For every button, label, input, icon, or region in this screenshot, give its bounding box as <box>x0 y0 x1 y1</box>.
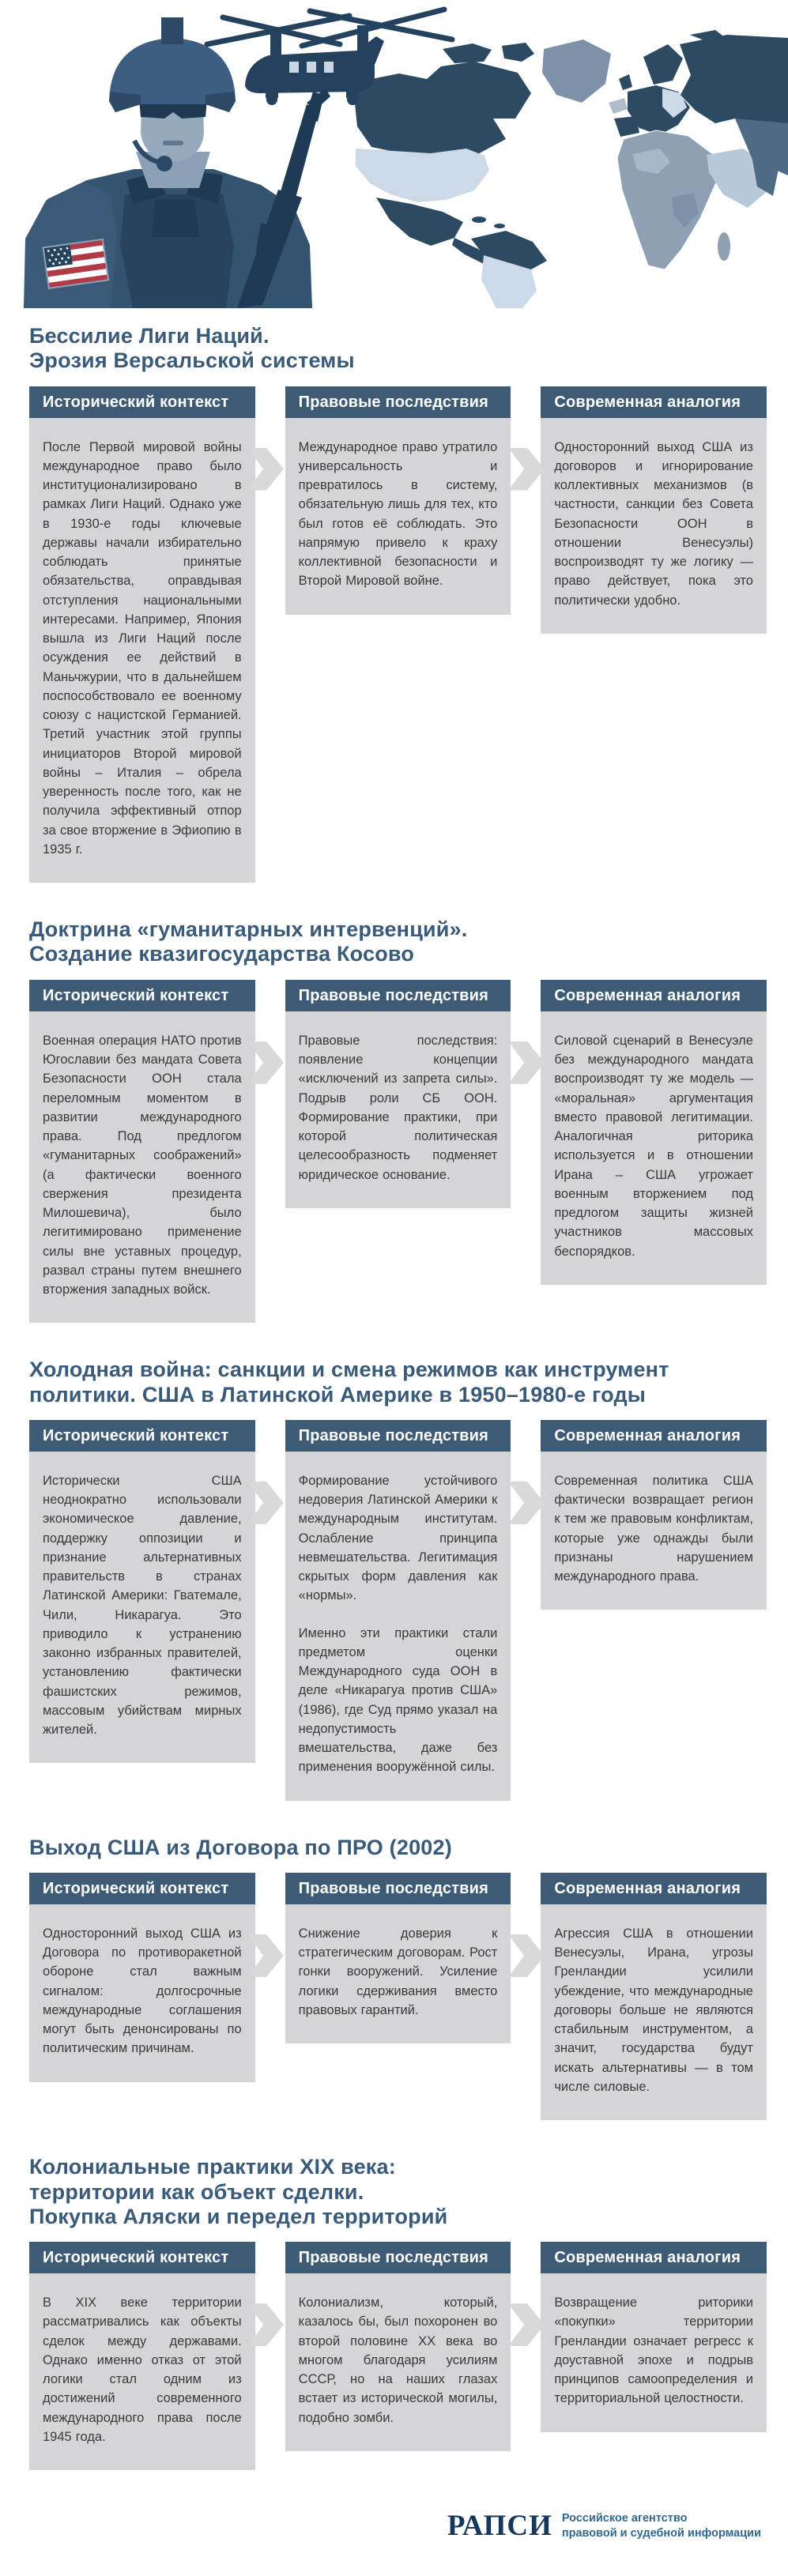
column-modern-analogy <box>541 1873 767 2120</box>
column-paragraph: После Первой мировой войны международное право было институционализировано в рамках Лиги Наций. Однако уже в 1930-е годы ключевые державы начали избирательно соблюдать принятые обязательства, оправдывая отступления национальными интересами. Например, Япония вышла из Лиги Наций после осуждения ее действий в Маньчжурии, что в дальнейшем поспособствовало ее военному союзу с нацистской Германией. Третий участник этой группы инициаторов Второй мировой войны – Италия – обрела уверенность после того, как не получила эффективный отпор за свое вторжение в Эфиопию в 1935 г. <box>43 439 242 857</box>
column-paragraph: Силовой сценарий в Венесуэле без международного мандата воспроизводят ту же модель — «моральная» аргументация вместо правовой легитимации. Аналогичная риторика используется и в отношении Ирана – США угрожает военным вторжением под предлогом защиты жизней участников массовых беспорядков. <box>554 1033 753 1259</box>
title-line: Создание квазигосударства Косово <box>29 942 415 966</box>
section-colonial-practices <box>29 2155 767 2470</box>
us-flag-icon <box>43 239 108 288</box>
column-header: Исторический контекст <box>29 1420 255 1452</box>
column-body <box>285 1904 511 2043</box>
section-title <box>29 917 767 967</box>
section-columns <box>29 1420 767 1801</box>
tagline-line: Российское агентство <box>561 2512 688 2525</box>
column-header: Правовые последствия <box>285 1420 511 1452</box>
column-historical-context <box>29 386 255 883</box>
title-line: Бессилие Лиги Наций. <box>29 324 270 348</box>
column-legal-consequences <box>285 980 511 1208</box>
infographic-content <box>0 324 788 2470</box>
column-header: Исторический контекст <box>29 2242 255 2273</box>
arrow-right-icon <box>508 448 545 491</box>
column-header: Современная аналогия <box>541 386 767 418</box>
column-paragraph: Международное право утратило универсальность и превратилось в систему, обязательную лишь для тех, кто был готов её соблюдать. Это напрямую привело к краху коллективной безопасности и Второй Мировой войне. <box>298 439 498 589</box>
section-abm-treaty-withdrawal <box>29 1836 767 2121</box>
section-columns <box>29 386 767 883</box>
column-header: Современная аналогия <box>541 2242 767 2273</box>
section-cold-war-sanctions <box>29 1358 767 1800</box>
footer-brand <box>0 2511 788 2576</box>
column-body <box>541 1452 767 1610</box>
column-paragraph: Военная операция НАТО против Югославии без мандата Совета Безопасности ООН стала переломным моментом в развитии международного права. Под предлогом «гуманитарных соображений» (а фактически военного свержения президента Милошевича), было легитимировано применение силы вне уставных процедур, развал страны путем внешнего вторжения западных войск. <box>43 1033 242 1297</box>
column-paragraph: Снижение доверия к стратегическим договорам. Рост гонки вооружений. Усиление логики сдерживания вместо правовых гарантий. <box>298 1926 498 2017</box>
column-paragraph: В XIX веке территории рассматривались как объекты сделок между державами. Однако именно отказ от этой логики стал одним из достижений современного международного права после 1945 года. <box>43 2295 242 2444</box>
title-line: политики. США в Латинской Америке в 1950–1980-е годы <box>29 1382 647 1407</box>
arrow-right-icon <box>508 1041 545 1084</box>
column-historical-context <box>29 2242 255 2470</box>
column-header: Правовые последствия <box>285 2242 511 2273</box>
column-modern-analogy <box>541 1420 767 1610</box>
column-body <box>541 1011 767 1285</box>
title-line: Покупка Аляски и передел территорий <box>29 2204 448 2228</box>
column-paragraph: Односторонний выход США из Договора по противоракетной обороне стал важным сигналом: долгосрочные международные соглашения могут быть денонсированы по политическим причинам. <box>43 1926 242 2056</box>
column-header: Исторический контекст <box>29 1873 255 1904</box>
column-body <box>541 418 767 634</box>
column-legal-consequences <box>285 1873 511 2043</box>
title-line: Колониальные практики XIX века: <box>29 2155 396 2179</box>
title-line: Выход США из Договора по ПРО (2002) <box>29 1835 452 1859</box>
column-paragraph: Именно эти практики стали предметом оценки Международного суда ООН в деле «Никарагуа против США» (1986), где Суд прямо указал на недопустимость вмешательства, даже без применения вооружённой силы. <box>298 1625 498 1775</box>
column-header: Исторический контекст <box>29 980 255 1011</box>
section-title <box>29 1358 767 1407</box>
column-header: Правовые последствия <box>285 386 511 418</box>
tagline-line: правовой и судебной информации <box>561 2526 761 2540</box>
section-humanitarian-interventions <box>29 917 767 1323</box>
section-columns <box>29 1873 767 2120</box>
column-body <box>541 1904 767 2120</box>
brand-tagline <box>562 2511 761 2541</box>
column-paragraph: Формирование устойчивого недоверия Латинской Америки к международным институтам. Ослабление принципа невмешательства. Легитимация скрытых форм давления как «нормы». <box>298 1473 498 1603</box>
section-league-of-nations <box>29 324 767 883</box>
title-line: Холодная война: санкции и смена режимов как инструмент <box>29 1358 669 1382</box>
column-header: Исторический контекст <box>29 386 255 418</box>
column-body <box>29 1904 255 2082</box>
section-title <box>29 2155 767 2229</box>
column-header: Современная аналогия <box>541 980 767 1011</box>
arrow-right-icon <box>508 1934 545 1977</box>
section-title <box>29 1836 767 1860</box>
column-paragraph: Односторонний выход США из договоров и игнорирование коллективных механизмов (в частности, санкции без Совета Безопасности ООН в отношении Венесуэлы) воспроизводят ту же логику — право действует, пока это политически удобно. <box>554 439 753 608</box>
column-body <box>29 2273 255 2470</box>
column-historical-context <box>29 1420 255 1764</box>
column-historical-context <box>29 1873 255 2082</box>
column-paragraph: Современная политика США фактически возвращает регион к тем же правовым конфликтам, которые уже однажды были признаны нарушением международного права. <box>554 1473 753 1584</box>
column-body <box>285 1452 511 1801</box>
column-header: Правовые последствия <box>285 980 511 1011</box>
column-paragraph: Возвращение риторики «покупки» территории Гренландии означает регресс к доуставной эпохе и подрыв принципов самоопределения и территориальной целостности. <box>554 2295 753 2406</box>
column-body <box>285 418 511 615</box>
column-historical-context <box>29 980 255 1324</box>
column-body <box>285 1011 511 1208</box>
section-columns <box>29 980 767 1324</box>
column-body <box>29 418 255 883</box>
column-modern-analogy <box>541 980 767 1285</box>
rapsi-logo: РАПСИ <box>447 2510 552 2543</box>
column-body <box>29 1452 255 1764</box>
column-body <box>285 2273 511 2451</box>
column-body <box>541 2273 767 2432</box>
column-paragraph: Колониализм, который, казалось бы, был похоронен во второй половине XX века во многом благодаря усилиям СССР, но на наших глазах встает из исторической могилы, подобно зомби. <box>298 2295 498 2425</box>
column-paragraph: Исторически США неоднократно использовали экономическое давление, поддержку оппозиции и признание альтернативных правительств в странах Латинской Америки: Гватемале, Чили, Никарагуа. Это приводило к устранению законно избранных правителей, установлению фактически фашистских режимов, массовым убийствам мирных жителей. <box>43 1473 242 1738</box>
title-line: территории как объект сделки. <box>29 2179 364 2204</box>
column-legal-consequences <box>285 2242 511 2451</box>
title-line: Доктрина «гуманитарных интервенций». <box>29 917 468 942</box>
world-map-illustration <box>354 30 788 308</box>
column-body <box>29 1011 255 1324</box>
arrow-right-icon <box>508 1482 545 1524</box>
arrow-right-icon <box>508 2303 545 2346</box>
column-header: Правовые последствия <box>285 1873 511 1904</box>
section-columns <box>29 2242 767 2470</box>
column-paragraph: Правовые последствия: появление концепции «исключений из запрета силы». Подрыв роли СБ ООН. Формирование практики, при которой политическая целесообразность подменяет юридическое основание. <box>298 1033 498 1182</box>
column-modern-analogy <box>541 2242 767 2432</box>
column-header: Современная аналогия <box>541 1873 767 1904</box>
column-paragraph: Агрессия США в отношении Венесуэлы, Ирана, угрозы Гренландии усилили убеждение, что международные договоры больше не являются стабильным инструментом, а значит, государства будут искать альтернативы — в том числе силовые. <box>554 1926 753 2094</box>
column-modern-analogy <box>541 386 767 634</box>
section-title <box>29 324 767 374</box>
column-legal-consequences <box>285 1420 511 1801</box>
hero-illustration <box>0 0 788 308</box>
column-header: Современная аналогия <box>541 1420 767 1452</box>
title-line: Эрозия Версальской системы <box>29 348 355 373</box>
column-legal-consequences <box>285 386 511 615</box>
